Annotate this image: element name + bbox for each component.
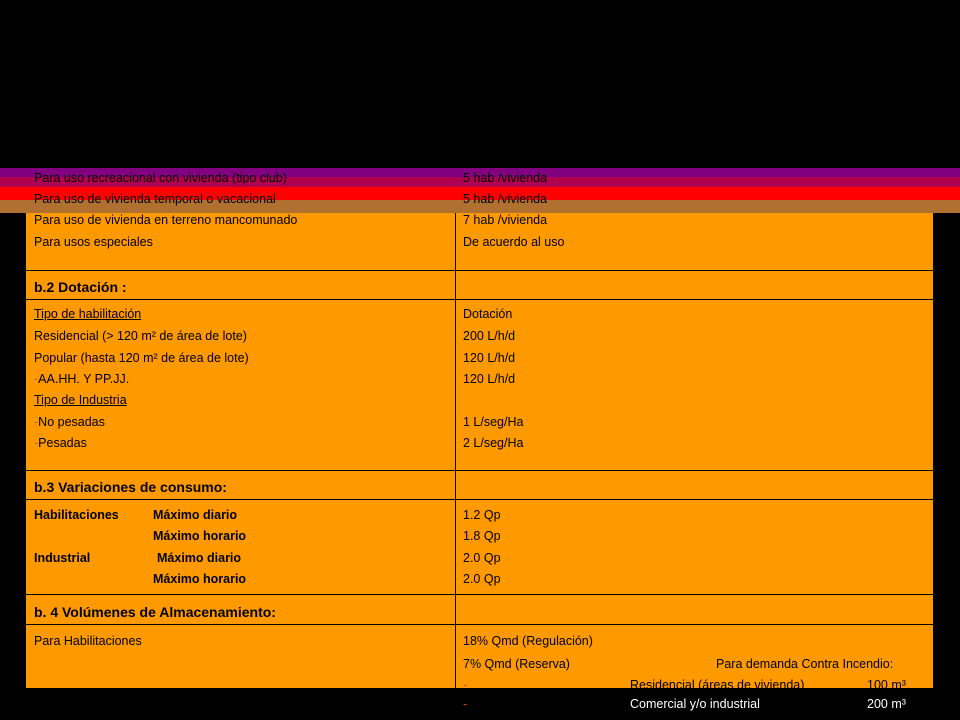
variaciones-industrial: Industrial bbox=[34, 551, 91, 565]
section-heading-poblacion: b.1 Población: bbox=[34, 79, 130, 95]
dotacion-left-3: -AA.HH. Y PP.JJ. bbox=[34, 372, 130, 386]
variaciones-habilitaciones: Habilitaciones bbox=[34, 508, 119, 522]
incendio-item-1-label: Residencial (áreas de vivienda) bbox=[630, 678, 805, 692]
poblacion-left-5: Para uso de vivienda en terreno mancomunado bbox=[34, 213, 298, 227]
row-divider bbox=[23, 624, 936, 625]
dotacion-left-1: Residencial (> 120 m² de área de lote) bbox=[34, 329, 247, 343]
volumenes-incendio: Para demanda Contra Incendio: bbox=[716, 657, 894, 671]
poblacion-right-5: 7 hab /vivienda bbox=[463, 213, 548, 227]
poblacion-right-3: 5 hab /vivienda bbox=[463, 171, 548, 185]
row-divider bbox=[23, 594, 936, 595]
poblacion-right-4: 5 hab /vivienda bbox=[463, 192, 548, 206]
dotacion-left-2: Popular (hasta 120 m² de área de lote) bbox=[34, 351, 249, 365]
volumenes-left: Para Habilitaciones bbox=[34, 634, 142, 648]
dotacion-left-5: -No pesadas bbox=[34, 415, 105, 429]
bottom-band bbox=[0, 688, 960, 720]
variaciones-right-2: 2.0 Qp bbox=[463, 551, 501, 565]
row-divider bbox=[23, 270, 936, 271]
section-heading-dotacion: b.2 Dotación : bbox=[34, 279, 127, 295]
dotacion-right-0: Dotación bbox=[463, 307, 513, 321]
variaciones-max-diario-2: Máximo diario bbox=[157, 551, 242, 565]
incendio-item-2-label: Comercial y/o industrial bbox=[630, 697, 760, 711]
volumenes-right-1: 7% Qmd (Reserva) bbox=[463, 657, 570, 671]
variaciones-right-3: 2.0 Qp bbox=[463, 572, 501, 586]
poblacion-left-1: Pre urbanas bbox=[34, 129, 103, 143]
poblacion-right-1: 15 hab /parcela bbox=[463, 129, 550, 143]
variaciones-max-horario-1: Máximo horario bbox=[153, 529, 247, 543]
incendio-bullet-1: - bbox=[463, 678, 468, 692]
poblacion-right-2: 7 hab /vivienda bbox=[463, 150, 548, 164]
row-divider bbox=[23, 299, 936, 300]
dotacion-right-3: 120 L/h/d bbox=[463, 372, 516, 386]
dotacion-left-0: Tipo de habilitación bbox=[34, 307, 142, 321]
incendio-bullet-2: - bbox=[463, 697, 468, 711]
volumenes-right-0: 18% Qmd (Regulación) bbox=[463, 634, 593, 648]
poblacion-left-3: Para uso recreacional con vivienda (tipo club) bbox=[34, 171, 287, 185]
row-divider bbox=[23, 470, 936, 471]
poblacion-right-0: Densidad bbox=[463, 108, 516, 122]
dotacion-right-6: 2 L/seg/Ha bbox=[463, 436, 524, 450]
column-divider bbox=[455, 213, 456, 688]
page-title: B. REGLAMENTO PARA DISEÑO DE PROYECTOS DE SEDAPAL bbox=[240, 36, 720, 53]
variaciones-max-horario-2: Máximo horario bbox=[153, 572, 247, 586]
row-divider bbox=[23, 499, 936, 500]
section-heading-volumenes: b. 4 Volúmenes de Almacenamiento: bbox=[34, 604, 276, 620]
poblacion-left-0: Usos de la Tierra bbox=[34, 108, 129, 122]
dotacion-right-1: 200 L/h/d bbox=[463, 329, 516, 343]
variaciones-max-diario-1: Máximo diario bbox=[153, 508, 238, 522]
poblacion-left-4: Para uso de vivienda temporal o vacacional bbox=[34, 192, 276, 206]
poblacion-right-6: De acuerdo al uso bbox=[463, 235, 565, 249]
dotacion-right-5: 1 L/seg/Ha bbox=[463, 415, 524, 429]
poblacion-left-2: Para uso de vivienda bbox=[34, 150, 151, 164]
dotacion-right-2: 120 L/h/d bbox=[463, 351, 516, 365]
incendio-item-2-value: 200 m³ bbox=[867, 697, 906, 711]
dotacion-left-6: -Pesadas bbox=[34, 436, 87, 450]
section-heading-variaciones: b.3 Variaciones de consumo: bbox=[34, 479, 227, 495]
variaciones-right-0: 1.2 Qp bbox=[463, 508, 501, 522]
variaciones-right-1: 1.8 Qp bbox=[463, 529, 501, 543]
dotacion-left-4: Tipo de Industria bbox=[34, 393, 127, 407]
poblacion-left-6: Para usos especiales bbox=[34, 235, 153, 249]
incendio-item-1-value: 100 m³ bbox=[867, 678, 906, 692]
